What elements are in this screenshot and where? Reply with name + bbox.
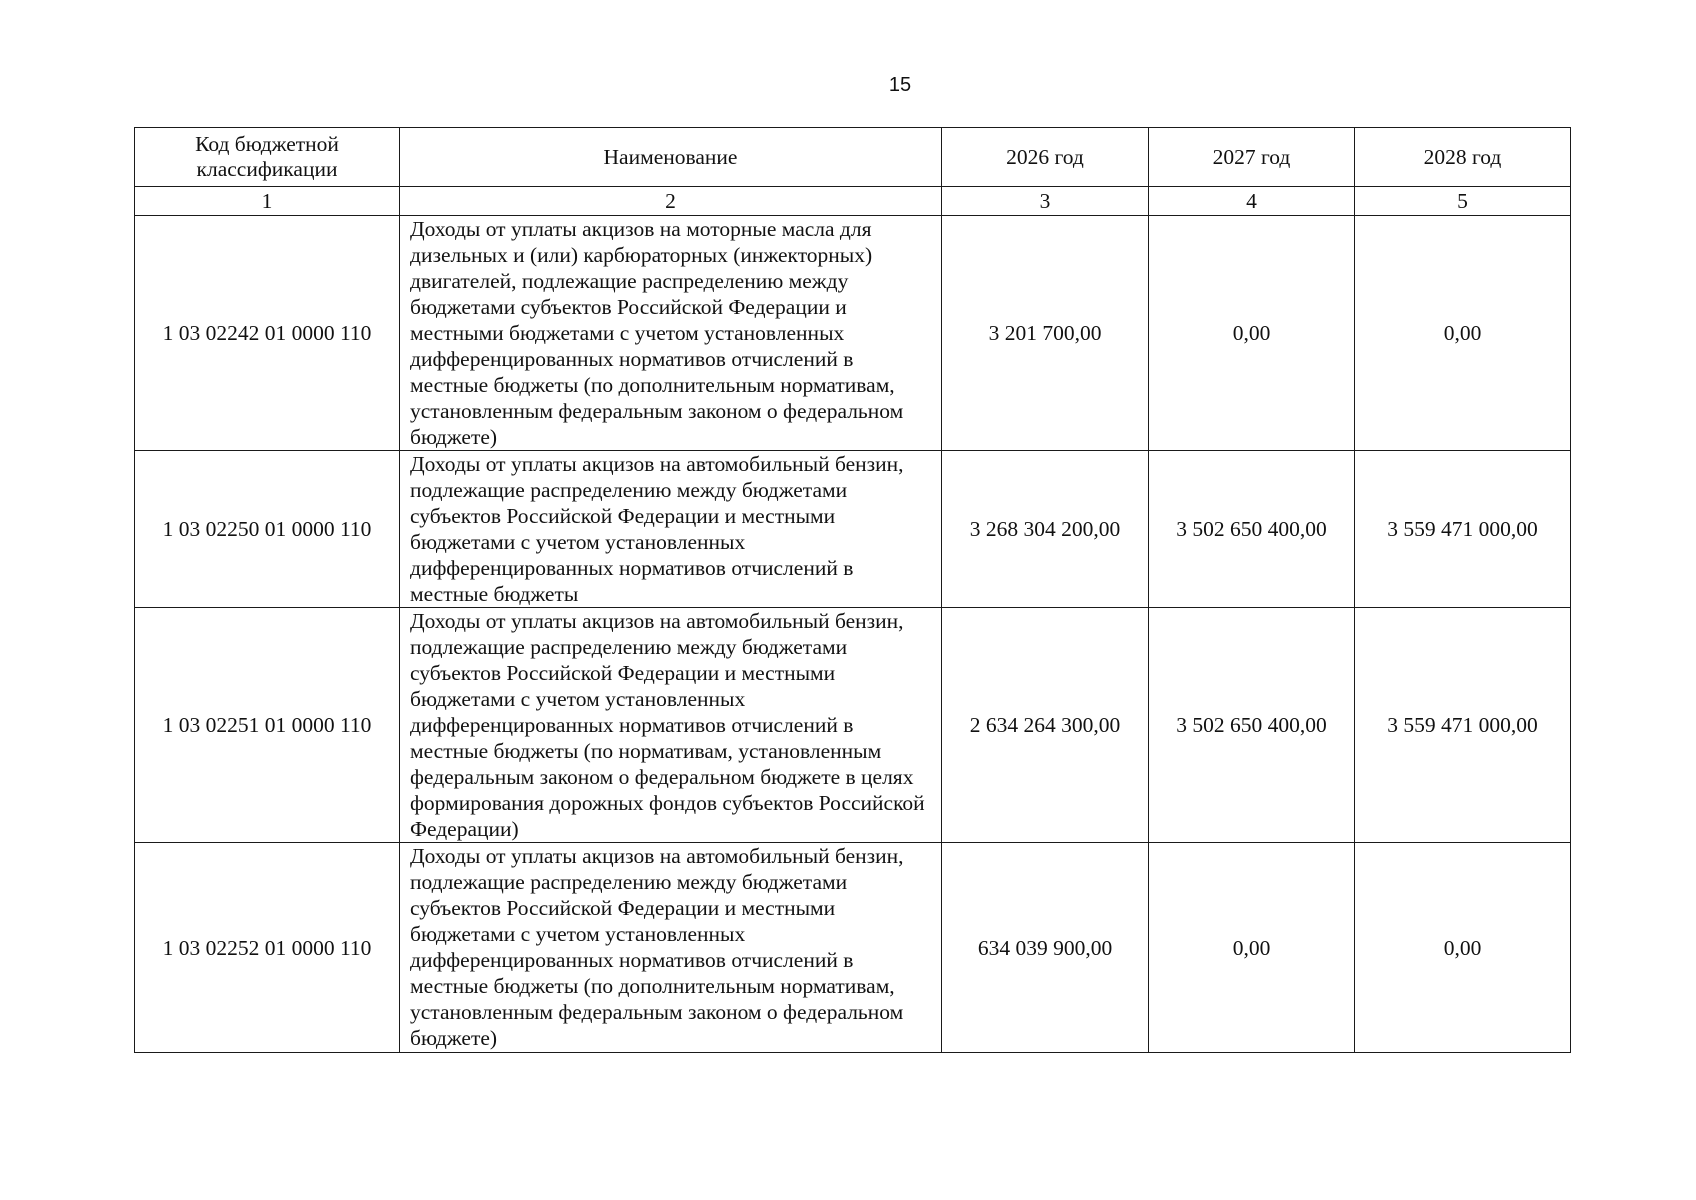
column-number: 1: [135, 187, 400, 216]
page-number: 15: [888, 74, 912, 96]
value-2026: 634 039 900,00: [942, 843, 1149, 1053]
table-row: [135, 216, 1571, 451]
column-number: 5: [1355, 187, 1571, 216]
value-2027: 3 502 650 400,00: [1149, 608, 1355, 843]
header-name: Наименование: [400, 128, 942, 187]
header-code: Код бюджетной классификации: [135, 128, 400, 187]
table-row: [135, 608, 1571, 843]
revenue-name: Доходы от уплаты акцизов на автомобильный бензин, подлежащие распределению между бюджетами субъектов Российской Федерации и местными бюджетами с учетом установленных дифференцированных нормативов отчислений в местные бюджеты (по нормативам, установленным федеральным законом о федеральном бюджете в целях формирования дорожных фондов субъектов Российской Федерации): [400, 608, 942, 843]
column-number: 3: [942, 187, 1149, 216]
header-2026: 2026 год: [942, 128, 1149, 187]
value-2028: 3 559 471 000,00: [1355, 608, 1571, 843]
table-row: [135, 843, 1571, 1053]
revenue-name: Доходы от уплаты акцизов на автомобильный бензин, подлежащие распределению между бюджетами субъектов Российской Федерации и местными бюджетами с учетом установленных дифференцированных нормативов отчислений в местные бюджеты (по дополнительным нормативам, установленным федеральным законом о федеральном бюджете): [400, 843, 942, 1053]
table-row: [135, 451, 1571, 608]
budget-revenue-table: [134, 127, 1571, 1053]
value-2028: 0,00: [1355, 216, 1571, 451]
value-2027: 3 502 650 400,00: [1149, 451, 1355, 608]
header-2028: 2028 год: [1355, 128, 1571, 187]
column-number: 2: [400, 187, 942, 216]
value-2027: 0,00: [1149, 843, 1355, 1053]
value-2027: 0,00: [1149, 216, 1355, 451]
header-2027: 2027 год: [1149, 128, 1355, 187]
value-2026: 2 634 264 300,00: [942, 608, 1149, 843]
revenue-name: Доходы от уплаты акцизов на автомобильный бензин, подлежащие распределению между бюджетами субъектов Российской Федерации и местными бюджетами с учетом установленных дифференцированных нормативов отчислений в местные бюджеты: [400, 451, 942, 608]
budget-code: 1 03 02252 01 0000 110: [135, 843, 400, 1053]
column-number: 4: [1149, 187, 1355, 216]
budget-code: 1 03 02242 01 0000 110: [135, 216, 400, 451]
column-number-row: [135, 187, 1571, 216]
revenue-name: Доходы от уплаты акцизов на моторные масла для дизельных и (или) карбюраторных (инжекторных) двигателей, подлежащие распределению между бюджетами субъектов Российской Федерации и местными бюджетами с учетом установленных дифференцированных нормативов отчислений в местные бюджеты (по дополнительным нормативам, установленным федеральным законом о федеральном бюджете): [400, 216, 942, 451]
value-2026: 3 201 700,00: [942, 216, 1149, 451]
budget-code: 1 03 02251 01 0000 110: [135, 608, 400, 843]
value-2028: 0,00: [1355, 843, 1571, 1053]
value-2026: 3 268 304 200,00: [942, 451, 1149, 608]
budget-code: 1 03 02250 01 0000 110: [135, 451, 400, 608]
value-2028: 3 559 471 000,00: [1355, 451, 1571, 608]
header-row: [135, 128, 1571, 187]
